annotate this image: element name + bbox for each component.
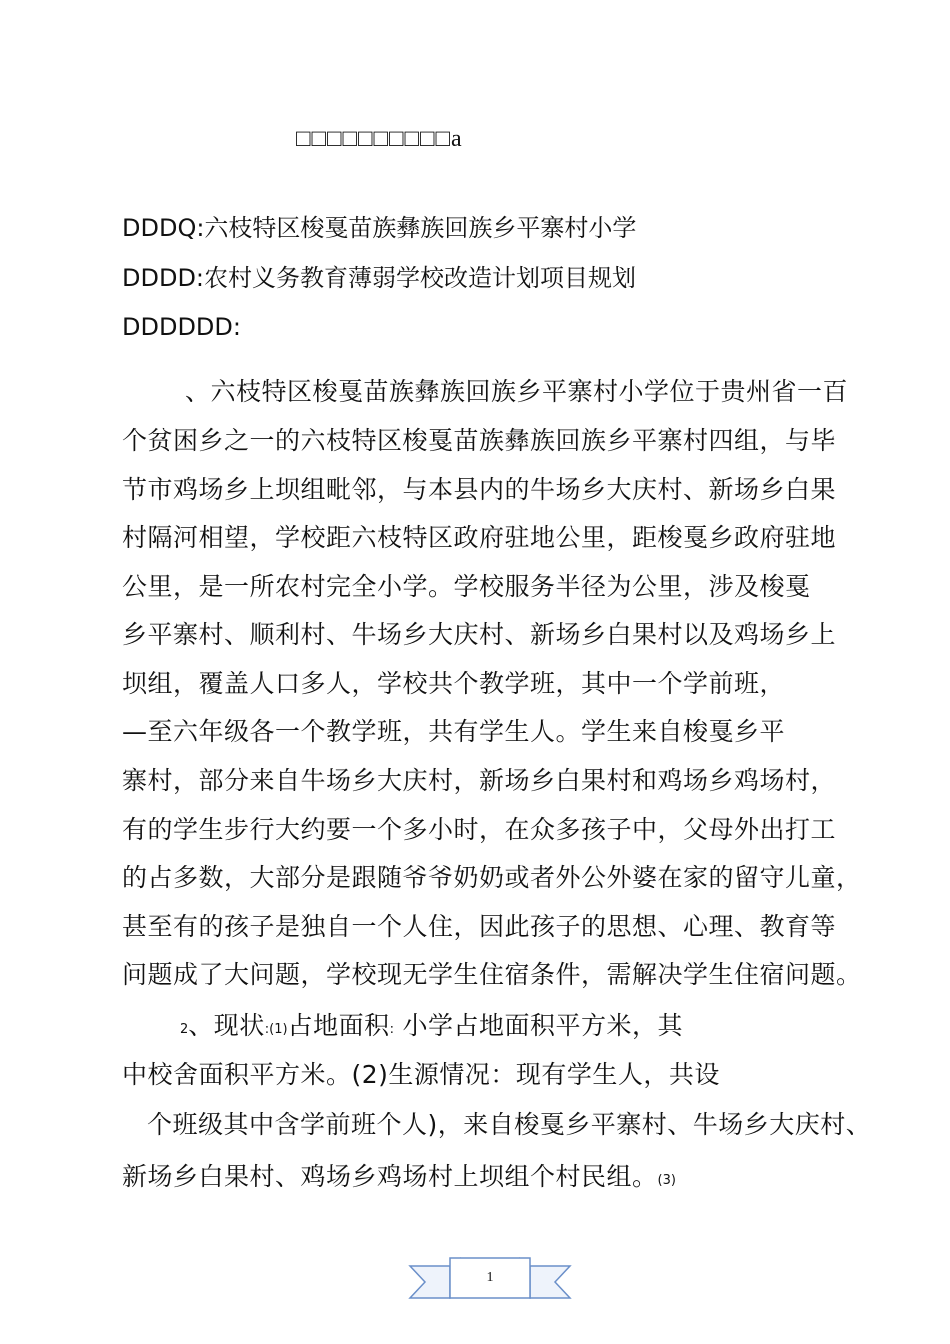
paragraph-line: 个贫困乡之一的六枝特区梭戛苗族彝族回族乡平寨村四组，与毕: [122, 426, 837, 455]
area-text: 小学占地面积平方米，其: [394, 1011, 683, 1040]
section-number: 2: [180, 1022, 189, 1037]
meta-school: DDDQ:六枝特区梭戛苗族彝族回族乡平寨村小学: [122, 214, 637, 242]
meta-section: DDDDDD:: [122, 313, 241, 341]
paragraph-line-text: 新场乡白果村、鸡场乡鸡场村上坝组个村民组。: [122, 1162, 658, 1191]
page-number: 1: [486, 1270, 494, 1285]
document-title: □□□□□□□□□□a: [296, 126, 463, 152]
paragraph-line: 、六枝特区梭戛苗族彝族回族乡平寨村小学位于贵州省一百: [185, 377, 849, 406]
subsection-marker-3: (3): [657, 1173, 676, 1188]
paragraph-line: 有的学生步行大约要一个多小时，在众多孩子中，父母外出打工: [122, 815, 837, 844]
paragraph-status-line: [180, 1006, 683, 1042]
paragraph-line: [122, 1157, 676, 1193]
meta-project: DDDD:农村义务教育薄弱学校改造计划项目规划: [122, 264, 637, 292]
paragraph-line: 问题成了大问题，学校现无学生住宿条件，需解决学生住宿问题。: [122, 960, 862, 989]
paragraph-line: 中校舍面积平方米。(2)生源情况：现有学生人，共设: [122, 1060, 720, 1089]
area-colon: :: [389, 1022, 394, 1037]
paragraph-line: 乡平寨村、顺利村、牛场乡大庆村、新场乡白果村以及鸡场乡上: [122, 620, 837, 649]
paragraph-line: 个班级其中含学前班个人)，来自梭戛乡平寨村、牛场乡大庆村、: [147, 1110, 872, 1139]
area-label: 占地面积: [287, 1011, 390, 1040]
paragraph-line: 的占多数，大部分是跟随爷爷奶奶或者外公外婆在家的留守儿童，: [122, 863, 862, 892]
paragraph-line: 节市鸡场乡上坝组毗邻，与本县内的牛场乡大庆村、新场乡白果: [122, 475, 837, 504]
paragraph-line: 公里，是一所农村完全小学。学校服务半径为公里，涉及梭戛: [122, 572, 811, 601]
paragraph-line: —至六年级各一个教学班，共有学生人。学生来自梭戛乡平: [122, 717, 786, 746]
subsection-marker: :(1): [264, 1022, 288, 1037]
section-heading: 、现状: [188, 1011, 265, 1040]
paragraph-line: 甚至有的孩子是独自一个人住，因此孩子的思想、心理、教育等: [122, 912, 837, 941]
paragraph-line: 寨村，部分来自牛场乡大庆村，新场乡白果村和鸡场乡鸡场村，: [122, 766, 837, 795]
paragraph-line: 坝组，覆盖人口多人，学校共个教学班，其中一个学前班，: [122, 669, 786, 698]
paragraph-line: 村隔河相望，学校距六枝特区政府驻地公里，距梭戛乡政府驻地: [122, 523, 837, 552]
